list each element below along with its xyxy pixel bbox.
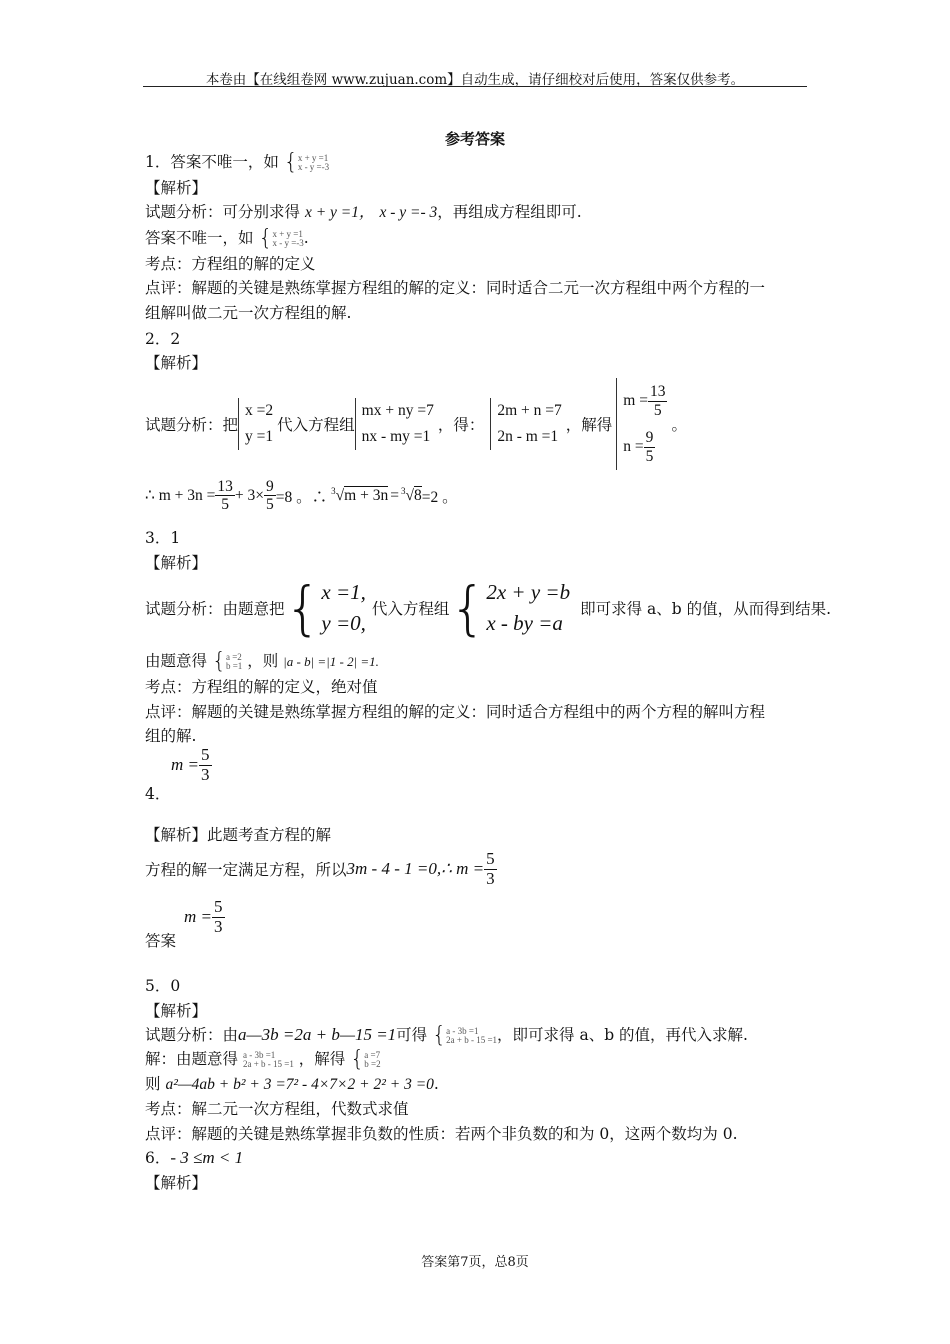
q3-dianping-1: 点评：解题的关键是熟练掌握方程组的解的定义：同时适合方程组中的两个方程的解叫方程 xyxy=(145,703,766,721)
q1-system-small-2: { x + y =1 x - y =-3 xyxy=(258,226,304,251)
q2-cube-root: $^3$√m + 3n xyxy=(331,485,389,505)
header-divider xyxy=(143,86,807,87)
q2-jiexi-label: 【解析】 xyxy=(145,354,208,372)
q1-analysis: 试题分析：可分别求得 x + y =1， x - y =- 3，再组成方程组即可. xyxy=(145,203,582,221)
q6-answer: 6．- 3 ≤m < 1 xyxy=(145,1148,244,1167)
q5-system-result: { a =7 b =2 xyxy=(350,1047,381,1072)
q1-dianping-2: 组解叫做二元一次方程组的解. xyxy=(145,304,352,322)
q5-system-small: { a - 3b =1 2a + b - 15 =1 xyxy=(432,1023,498,1048)
q6-jiexi-label: 【解析】 xyxy=(145,1174,208,1192)
q1-dianping-1: 点评：解题的关键是熟练掌握方程组的解的定义：同时适合二元一次方程组中两个方程的一 xyxy=(145,279,766,297)
q1-answer-repeat: 答案不唯一，如 { x + y =1 x - y =-3 . xyxy=(145,226,309,251)
page-header: 本卷由【在线组卷网 www.zujuan.com】自动生成，请仔细校对后使用，答案仅供参考。 xyxy=(205,72,745,88)
q1-answer xyxy=(145,150,329,174)
q5-evaluation: 则 a²—4ab + b² + 3 =7² - 4×7×2 + 2² + 3 =0. xyxy=(145,1075,439,1093)
q3-system-xy: { x =1, y =0, xyxy=(284,574,366,642)
q2-analysis: 试题分析：把 x =2 y =1 代入方程组 mx + ny =7 nx - my =1 ，得： 2m + n =7 2n - m =1 ，解得 m = $\frac{13}{5}$ n = $\frac{9}{5}$ 。 xyxy=(145,378,687,470)
q2-solution: m = $\frac{13}{5}$ n = $\frac{9}{5}$ xyxy=(616,378,667,470)
q5-kaodian: 考点：解二元一次方程组，代数式求值 xyxy=(145,1100,409,1118)
q4-answer-formula-2: m = $\frac{5}{3}$ xyxy=(184,897,223,936)
q1-kaodian: 考点：方程组的解的定义 xyxy=(145,255,316,273)
q1-jiexi-label: 【解析】 xyxy=(145,179,208,197)
q4-answer-formula: m = $\frac{5}{3}$ xyxy=(171,745,210,784)
q2-answer: 2．2 xyxy=(145,330,181,348)
q5-analysis: 试题分析：由a—3b =2a + b—15 =1可得 { a - 3b =1 2a + b - 15 =1 ，即可求得 a、b 的值，再代入求解. xyxy=(145,1023,748,1048)
q2-system-substituted: 2m + n =7 2n - m =1 xyxy=(490,398,561,451)
q4-answer-label: 答案 xyxy=(145,932,177,950)
q5-dianping: 点评：解题的关键是熟练掌握非负数的性质：若两个非负数的和为 0，这两个数均为 0. xyxy=(145,1125,738,1143)
q5-jiexi-label: 【解析】 xyxy=(145,1002,208,1020)
q3-system-ab: { 2x + y =b x - by =a xyxy=(449,574,571,642)
q3-analysis: 试题分析：由题意把 { x =1, y =0, 代入方程组 { 2x + y =b x - by =a 即可求得 a、b 的值，从而得到结果. xyxy=(145,574,832,642)
q4-label: 4． xyxy=(145,785,171,803)
q5-system-small-2: a - 3b =1 2a + b - 15 =1 xyxy=(242,1049,294,1069)
q3-result: 由题意得 { a =2 b =1 ，则 |a - b| =|1 - 2| =1. xyxy=(145,649,379,674)
q3-dianping-2: 组的解. xyxy=(145,727,197,745)
q3-jiexi-label: 【解析】 xyxy=(145,554,208,572)
q3-kaodian: 考点：方程组的解的定义，绝对值 xyxy=(145,678,378,696)
q2-cube-root-2: $^3$√8 xyxy=(400,485,422,505)
q3-answer: 3．1 xyxy=(145,529,181,547)
q3-system-small: { a =2 b =1 xyxy=(211,649,243,674)
q4-jiexi: 【解析】此题考查方程的解 xyxy=(145,826,332,844)
page-footer: 答案第7页，总8页 xyxy=(421,1255,529,1270)
q1-answer-text: 1．答案不唯一，如 xyxy=(145,153,279,171)
q1-system-small: { x + y =1 x - y =-3 xyxy=(283,150,330,175)
q5-solution: 解：由题意得 a - 3b =1 2a + b - 15 =1 ，解得 { a =7 b =2 xyxy=(145,1047,381,1072)
q4-explanation: 方程的解一定满足方程，所以 3m - 4 - 1 =0,∴ m = $\frac{5}{3}$ xyxy=(145,849,495,888)
q5-answer: 5．0 xyxy=(145,977,181,995)
q2-calculation: ∴ m + 3n = $\frac{13}{5}$ + 3× $\frac{9}{5}$ =8 。∴ $^3$√m + 3n = $^3$√8 =2 。 xyxy=(145,478,458,514)
q2-system-mn: mx + ny =7 nx - my =1 xyxy=(355,398,434,451)
q2-system-xy: x =2 y =1 xyxy=(238,398,273,451)
page-title: 参考答案 xyxy=(444,130,505,148)
